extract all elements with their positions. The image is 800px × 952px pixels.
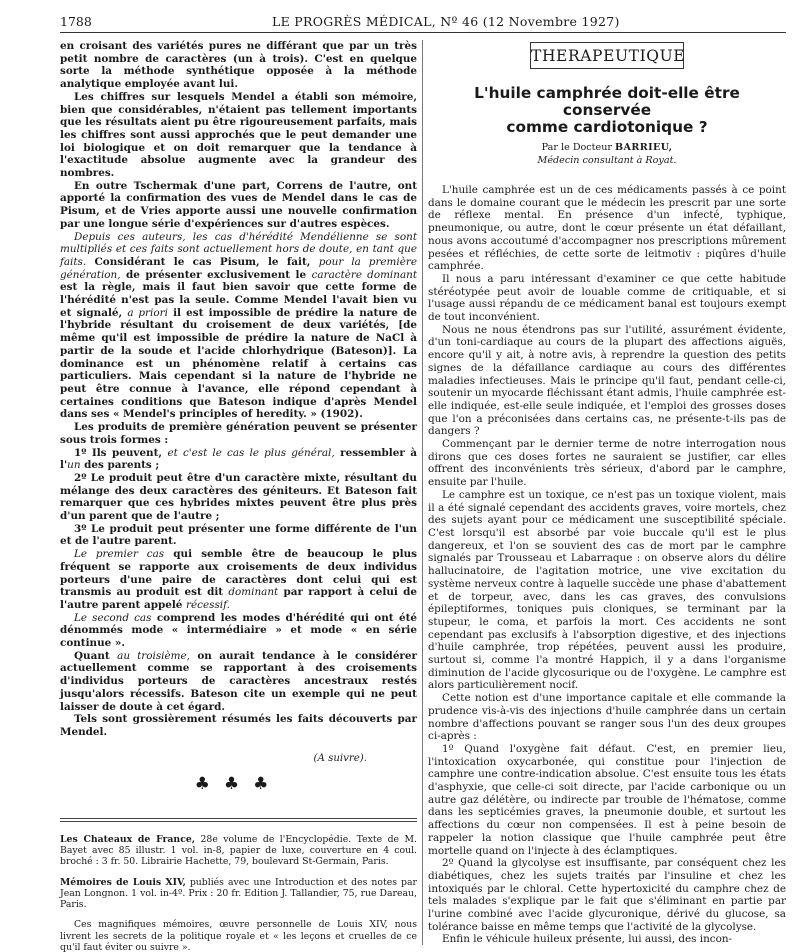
section-separator bbox=[60, 818, 417, 822]
running-header bbox=[60, 14, 786, 30]
right-column bbox=[428, 42, 786, 946]
bibliography-entry: Les Chateaux de France, 28e volume de l'Encyclopédie. Texte de M. Bayet avec 85 illustr. 1 vol. in-8, papier de luxe, couverture en 4 coul. broché : 3 fr. 50. Librairie Hachette, 79, boulevard St-Germain, Paris. bbox=[60, 833, 417, 868]
author-role: Médecin consultant à Royat. bbox=[537, 155, 677, 166]
paragraph: 2º Le produit peut être d'un caractère mixte, résultant du mélange des deux caractères des géniteurs. Et Bateson fait remarquer que ces hybrides mixtes peuvent être plus près d'un parent que de l'autre ; bbox=[60, 471, 417, 523]
bibliography-entry: Ces magnifiques mémoires, œuvre personnelle de Louis XIV, nous livrent les secrets de la politique royale et « les leçons et cruelles de ce qu'il faut éviter ou suivre ». bbox=[60, 919, 417, 952]
paragraph: 1º Ils peuvent, et c'est le cas le plus général, ressembler à l'un des parents ; bbox=[60, 446, 417, 472]
paragraph: Cette notion est d'une importance capitale et elle commande la prudence vis-à-vis des injections d'huile camphrée dans un certain nombre d'affections pouvant se ranger sous l'un des deux groupes ci-après : bbox=[428, 692, 786, 743]
bibliography-entry: Mémoires de Louis XIV, publiés avec une Introduction et des notes par Jean Longnon. 1 vol. in-4º. Prix : 20 fr. Edition J. Tallandier, 75, rue Dareau, Paris. bbox=[60, 876, 417, 911]
to-be-continued: (A suivre). bbox=[313, 752, 367, 764]
fleuron-ornament: ♣♣♣ bbox=[194, 773, 283, 794]
paragraph: Les produits de première génération peuvent se présenter sous trois formes : bbox=[60, 421, 417, 446]
paragraph: 2º Quand la glycolyse est insuffisante, par conséquent chez les diabétiques, chez les sujets traités par l'insuline et chez les intoxiqués par le chloral. Cette hypertoxicité du camphre chez de tels malades s'explique par le fait que s'éliminant en partie par l'urine combiné avec l'acide glycuronique, dérivé du glucose, sa tolérance baisse en même temps que l'activité de la glycolyse. bbox=[428, 857, 786, 933]
paragraph: Tels sont grossièrement résumés les faits découverts par Mendel. bbox=[60, 713, 417, 738]
paragraph: Le premier cas qui semble être de beaucoup le plus fréquent se rapporte aux croisements de deux individus porteurs d'une paire de caractères dont celui qui est transmis au produit est dit dominant par rapport à celui de l'autre parent appelé récessif. bbox=[60, 548, 417, 611]
header-rule bbox=[60, 32, 786, 33]
page-number: 1788 bbox=[60, 14, 92, 29]
article-title-line: comme cardiotonique ? bbox=[506, 118, 708, 136]
journal-title: LE PROGRÈS MÉDICAL, Nº 46 (12 Novembre 1927) bbox=[272, 14, 620, 29]
paragraph: Depuis ces auteurs, les cas d'hérédité Mendélienne se sont multipliés et ces faits sont actuellement hors de doute, en tant que faits. Considérant le cas Pisum, le fait, pour la première génération, de présenter exclusivement le caractère dominant est la règle, mais il faut bien savoir que cette forme de l'hérédité n'est pas la seule. Comme Mendel l'avait bien vu et signalé, a priori il est impossible de prédire la nature de l'hybride résultant du croisement de deux variétés, [de même qu'il est impossible de prédire la nature de NaCl à partir de la soude et l'acide chlorhydrique (Bateson)]. La dominance est un phénomène relatif à certains cas particuliers. Mais cependant si la nature de l'hybride ne peut être connue à l'avance, elle répond cependant à certaines conditions que Bateson indique d'après Mendel dans ses « Mendel's principles of heredity. » (1902). bbox=[60, 230, 418, 421]
paragraph: Le second cas comprend les modes d'hérédité qui ont été dénommés mode « intermédiaire » et mode « en série continue ». bbox=[60, 611, 417, 650]
paragraph: Il nous a paru intéressant d'examiner ce que cette habitude stéréotypée peut avoir de louable comme de critiquable, et si l'usage aussi répandu de ce médicament banal est toujours exempt de tout inconvénient. bbox=[428, 272, 786, 324]
paragraph: en croisant des variétés pures ne différant que par un très petit nombre de caractères (un à trois). C'est en quelque sorte la méthode synthétique opposée à la méthode analytique employée avant lui. bbox=[60, 40, 417, 91]
column-divider bbox=[422, 40, 423, 945]
article-title bbox=[428, 85, 786, 136]
paragraph: L'huile camphrée est un de ces médicaments passés à ce point dans le domaine courant que le médecin les prescrit par une sorte de réflexe mental. En présence d'un infecté, typhique, pneumonique, ou autre, dont le cœur présente un état défaillant, nous avons accoutumé d'accompagner nos prescriptions mûrement pesées et réfléchies, de cette sorte de leitmotiv : piqûres d'huile camphrée. bbox=[428, 184, 786, 273]
paragraph: Le camphre est un toxique, ce n'est pas un toxique violent, mais il a été signalé cependant des accidents graves, voire mortels, chez des sujets ayant pour ce médicament une susceptibilité spéciale. C'est lorsqu'il est absorbé par voie buccale qu'il est le plus dangereux, et l'on se souvient des cas de mort par le camphre signalés par Trousseau et Labarraque : on observe alors du délire hallucinatoire, de l'agitation motrice, une vive excitation du système nerveux contre à laquelle succède une phase d'abattement et de torpeur, avec, dans les cas graves, des convulsions épileptiformes, toniques puis cloniques, se terminant par la stupeur, le coma, et parfois la mort. Ces accidents ne sont cependant pas exclusifs à l'absorption digestive, et des injections d'huile camphrée, trop répétées, peuvent aussi les produire, surtout si, comme l'a montré Happich, il y a dans l'organisme diminution de l'acide glycosurique ou de l'oxygène. Le camphre est alors particulièrement nocif. bbox=[428, 488, 786, 692]
paragraph: En outre Tschermak d'une part, Correns de l'autre, ont apporté la confirmation des vues de Mendel dans le cas de Pisum, et de Vries apporte aussi une nouvelle confirmation par une longue série d'expériences sur d'autres espèces. bbox=[60, 179, 417, 230]
paragraph: Commençant par le dernier terme de notre interrogation nous dirons que ces doses fortes ne sauraient se justifier, car elles offrent des inconvénients très sérieux, d'abord par le camphre, ensuite par l'huile. bbox=[428, 438, 786, 489]
left-column bbox=[60, 40, 417, 952]
paragraph: 1º Quand l'oxygène fait défaut. C'est, en premier lieu, l'intoxication oxycarbonée, qui constitue pour l'injection de camphre une contre-indication absolue. C'est ensuite tous les états d'asphyxie, que celle-ci soit directe, par l'acide carbonique ou un autre gaz délétère, ou indirecte par trouble de l'hématose, comme dans les septicémies graves, la pneumonie double, et surtout les affections du cœur non compensées. Il est à peine besoin de rappeler la notion classique que l'huile camphrée peut être mortelle quand on l'injecte à des éclamptiques. bbox=[428, 742, 786, 857]
paragraph: Enfin le véhicule huileux présente, lui aussi, des incon- bbox=[442, 933, 733, 946]
article-author: Par le Docteur BARRIEU, bbox=[541, 142, 673, 153]
article-title-line: L'huile camphrée doit-elle être conservée bbox=[474, 84, 740, 119]
paragraph: 3º Le produit peut présenter une forme différente de l'un et de l'autre parent. bbox=[60, 522, 417, 548]
section-heading: THERAPEUTIQUE bbox=[530, 42, 684, 69]
bibliography bbox=[60, 834, 417, 952]
paragraph: Quant au troisième, on aurait tendance à le considérer actuellement comme se rapportant à des croisements d'individus porteurs de caractères ancestraux restés jusqu'alors récessifs. Bateson cite un exemple qui ne peut laisser de doute à cet égard. bbox=[60, 649, 417, 713]
paragraph: Nous ne nous étendrons pas sur l'utilité, assurément évidente, d'un toni-cardiaque au cours de la plupart des affections aiguës, encore qu'il y ait, à notre avis, à reprendre la question des petits signes de la défaillance cardiaque au cours des différentes maladies infectieuses. Mais le principe qu'il faut, pendant celle-ci, soutenir un myocarde fléchissant étant admis, l'huile camphrée est-elle indiquée, est-elle seule indiquée, et l'emploi des grosses doses que l'on a préconisées dans certains cas, ne présente-t-ils pas de dangers ? bbox=[428, 323, 786, 438]
paragraph: Les chiffres sur lesquels Mendel a établi son mémoire, bien que considérables, n'étaient pas tellement importants que les résultats aient pu être rigoureusement parfaits, mais les chiffres sont aussi approchés que le peut demander une loi biologique et on doit remarquer que la tendance à l'exactitude absolue augmente avec la grandeur des nombres. bbox=[60, 90, 417, 180]
